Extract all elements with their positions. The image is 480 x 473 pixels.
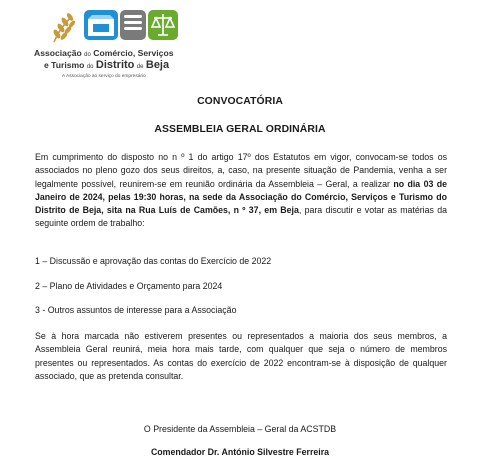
logo-word: Associação	[34, 48, 82, 58]
logo-word: Beja	[145, 59, 170, 71]
logo-word: de	[136, 64, 144, 70]
scales-icon	[148, 10, 178, 40]
agenda-item: 2 – Plano de Atividades e Orçamento para 2024	[35, 281, 223, 291]
wheat-icon	[52, 12, 76, 42]
logo-word: Distrito	[95, 59, 135, 71]
logo-word: do	[86, 64, 94, 70]
paragraph-text: Em cumprimento do disposto no n º 1 do artigo 17º dos Estatutos em vigor, convocam-se todos os associados no pleno gozo dos seus direitos, a, caso, na presente situação de Pandemia, venha a ser legalmente possível, reunirem-se em reunião ordinária da Assembleia – Geral, a realizar	[35, 152, 447, 189]
meeting-details: no dia 03 de Janeiro de 2024, pelas 19:30 horas, na sede da Associação do Comércio, Serviços e Turismo do Distrito de Beja, sita na Rua Luís de Camões, n º 37, em Beja	[35, 178, 447, 216]
signature-name: Comendador Dr. António Silvestre Ferreira	[150, 447, 330, 457]
logo-word: e	[44, 60, 49, 70]
convocation-paragraph	[35, 151, 447, 231]
paragraph-text: , para discutir e votar as matérias da seguinte ordem de trabalho:	[35, 205, 447, 229]
document-subtitle: ASSEMBLEIA GERAL ORDINÁRIA	[154, 124, 326, 135]
logo-word: Turismo	[51, 60, 85, 70]
association-logo	[34, 6, 184, 106]
document-title: CONVOCATÓRIA	[197, 96, 283, 107]
logo-word: Comércio, Serviços	[93, 48, 174, 58]
agenda-item: 3 - Outros assuntos de interesse para a Associação	[35, 305, 237, 315]
logo-word: do	[84, 52, 91, 58]
agenda-item: 1 – Discussão e aprovação das contas do Exercício de 2022	[35, 256, 272, 266]
commerce-icon	[84, 10, 118, 40]
quorum-paragraph: Se à hora marcada não estiverem presentes ou representados a maioria dos seus membros, a Assembleia Geral reunirá, meia hora mais tarde, com qualquer que seja o número de membros presentes ou representados. As contas do exercício de 2022 encontram-se à disposição de qualquer associado, que as pretenda consultar.	[35, 331, 447, 381]
services-icon	[120, 10, 146, 40]
logo-tagline: A Associação ao serviço do empresário	[62, 74, 146, 79]
signature-role: O Presidente da Assembleia – Geral da ACSTDB	[143, 424, 337, 434]
logo-emblem-icon	[50, 6, 180, 44]
